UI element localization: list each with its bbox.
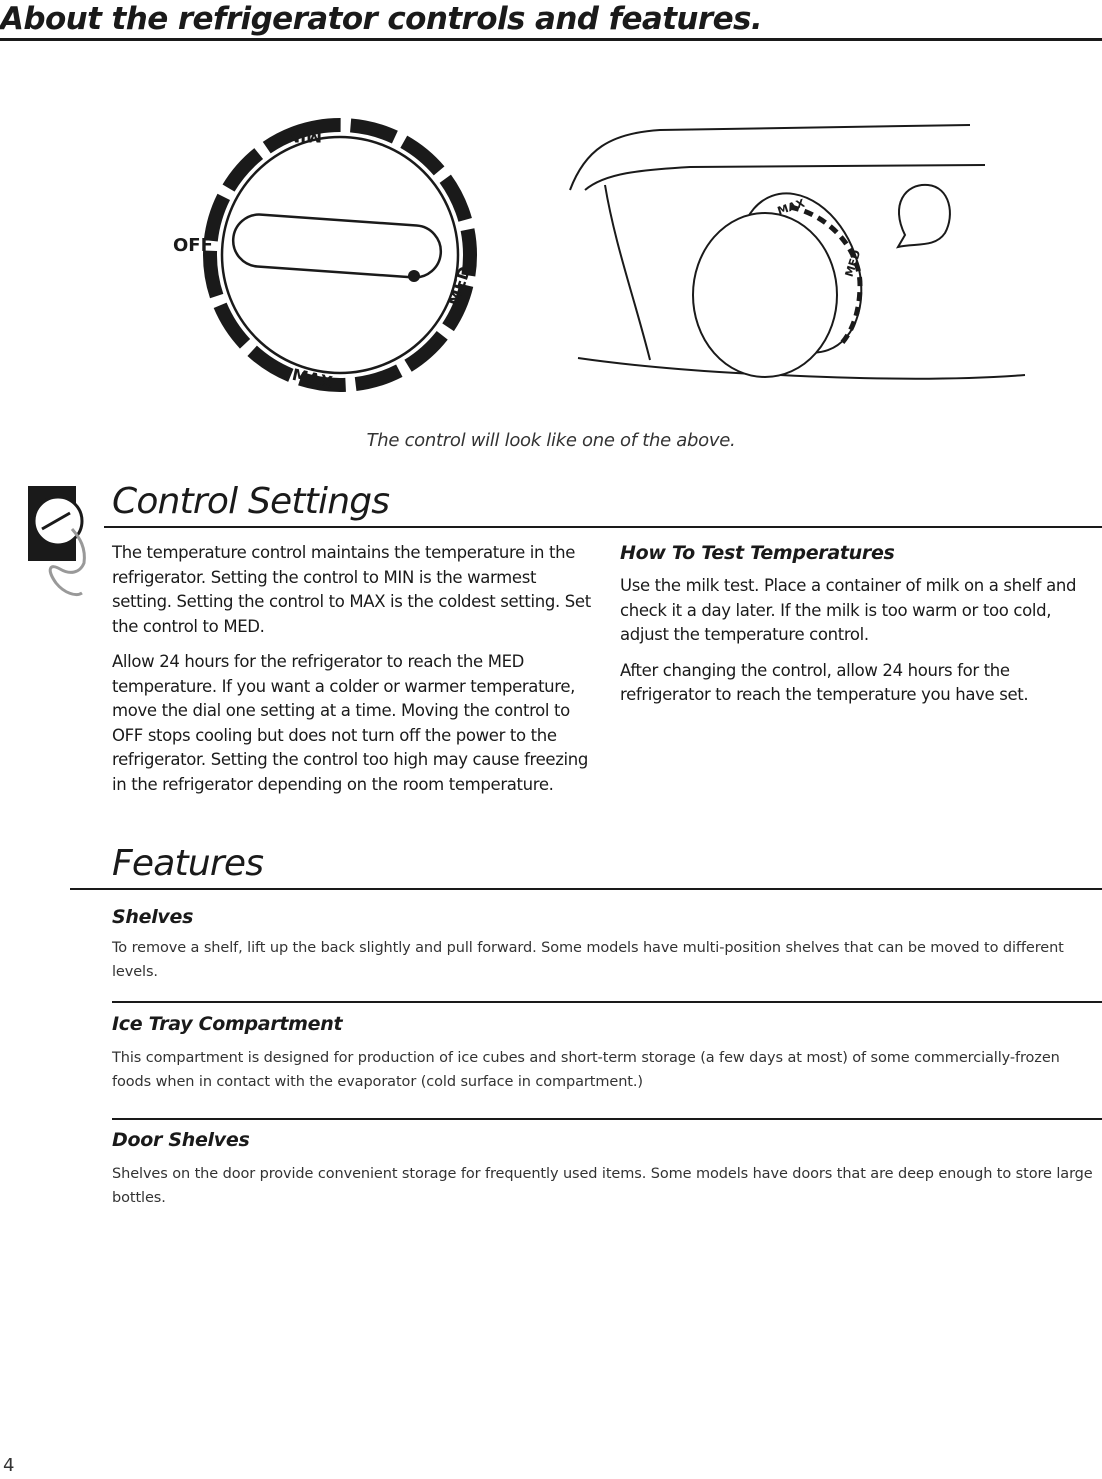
control-settings-paragraph-1: The temperature control maintains the temperature in the refrigerator. Setting the control to MIN is the warmest setting. Setting the control to MAX is the coldest setting. Set the control to MED. [112, 543, 591, 636]
diagram-caption: The control will look like one of the above. [366, 430, 736, 451]
feature-title: Shelves [112, 906, 194, 928]
round-dial [173, 88, 507, 405]
test-temperatures-paragraph-1: Use the milk test. Place a container of milk on a shelf and check it a day later. If the milk is too warm or too cold, adjust the temperature control. [620, 576, 1077, 644]
title-rule [0, 38, 1102, 41]
hand-turning-dial-icon [28, 483, 92, 603]
housing-side-edge [605, 185, 650, 360]
test-temperatures-paragraph-2: After changing the control, allow 24 hours for the refrigerator to reach the temperature you have set. [620, 660, 1029, 704]
housing-dial [570, 125, 1025, 379]
page-number: 4 [3, 1455, 15, 1476]
dial-label-off: OFF [173, 235, 213, 256]
dial-indicator-dot [408, 270, 420, 282]
control-dials-illustration [0, 55, 1102, 405]
control-settings-rule [104, 526, 1102, 528]
dial-label-med: MED [443, 264, 475, 309]
feature-text: This compartment is designed for production of ice cubes and short-term storage (a few days at most) of some commercially-frozen foods when in contact with the evaporator (cold surface in compartment.) [112, 1050, 1060, 1090]
knob-face [693, 213, 837, 377]
knob-label-max: MAX [775, 196, 807, 218]
feature-divider [112, 1118, 1102, 1120]
feature-text: Shelves on the door provide convenient storage for frequently used items. Some models have doors that are deep enough to store large bottles. [112, 1166, 1093, 1206]
feature-shelves [112, 905, 1102, 984]
features-heading: Features [112, 843, 264, 884]
test-temperatures-heading: How To Test Temperatures [620, 542, 895, 564]
dial-label-max: MAX [290, 364, 335, 392]
control-settings-body [112, 541, 598, 797]
housing-inner-edge [585, 165, 985, 190]
control-settings-heading: Control Settings [112, 481, 390, 522]
test-temperatures-block [620, 541, 1100, 708]
feature-title: Ice Tray Compartment [112, 1013, 343, 1035]
control-settings-paragraph-2: Allow 24 hours for the refrigerator to reach the MED temperature. If you want a colder or warmer temperature, move the dial one setting at a time. Moving the control to OFF stops cooling but does not turn off the power to the refrigerator. Setting the control too high may cause freezing in the refrigerator depending on the room temperature. [112, 652, 588, 794]
features-rule [70, 888, 1102, 890]
page-title: About the refrigerator controls and features. [0, 1, 763, 37]
dial-label-min: MIN [286, 127, 322, 146]
feature-text: To remove a shelf, lift up the back slightly and pull forward. Some models have multi-position shelves that can be moved to different levels. [112, 940, 1064, 980]
feature-divider [112, 1001, 1102, 1003]
housing-light-bulb [898, 185, 950, 247]
feature-ice-tray [112, 1012, 1102, 1094]
feature-title: Door Shelves [112, 1129, 250, 1151]
housing-top-edge [570, 125, 970, 190]
knob-label-med: MED [842, 248, 864, 279]
feature-door-shelves [112, 1128, 1102, 1210]
